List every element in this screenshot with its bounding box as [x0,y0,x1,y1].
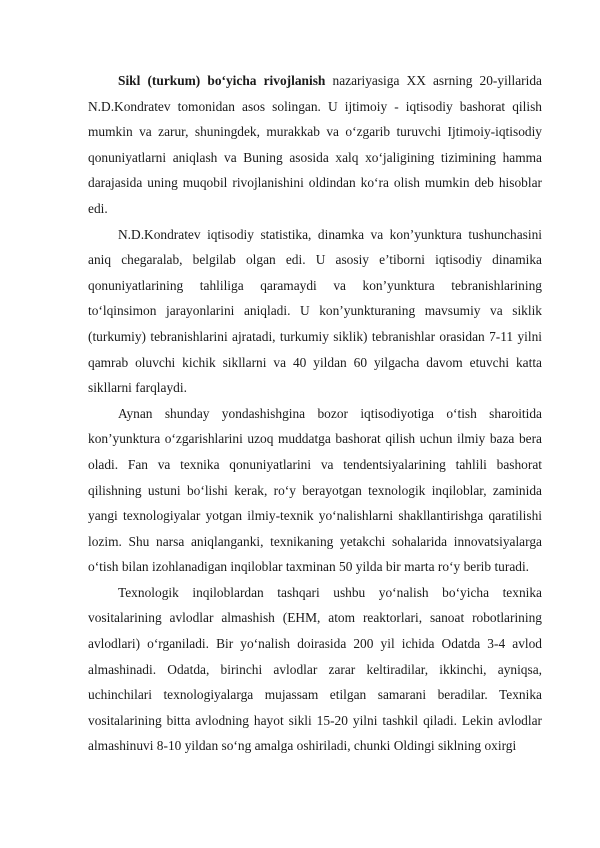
paragraph-1-text: nazariyasiga XX asrning 20-yillarida N.D.Kondratev tomonidan asos solingan. U ijtimoiy - iqtisodiy bashorat qilish mumkin va zarur, shuningdek, murakkab va o‘zgarib turuvchi Ijtimoiy-iqtisodiy qonuniyatlarni aniqlash va Buning asosida xalq xo‘jaligining tizimining hamma darajasida uning muqobil rivojlanishini oldindan ko‘ra olish mumkin deb hisoblar edi. [88,73,542,216]
paragraph-2: N.D.Kondratev iqtisodiy statistika, dinamka va kon’yunktura tushunchasini aniq chegaralab, belgilab olgan edi. U asosiy e’tiborni iqtisodiy dinamika qonuniyatlarining tahliliga qaramaydi va kon’yunktura tebranishlarining to‘lqinsimon jarayonlarini aniqladi. U kon’yunkturaning mavsumiy va siklik (turkumiy) tebranishlarini ajratadi, turkumiy siklik) tebranishlar orasidan 7-11 yilni qamrab oluvchi kichik sikllarni va 40 yildan 60 yilgacha davom etuvchi katta sikllarni farqlaydi. [88,226,542,396]
paragraph-3: Aynan shunday yondashishgina bozor iqtisodiyotiga o‘tish sharoitida kon’yunktura o‘zgarishlarini uzoq muddatga bashorat qilish uchun ilmiy baza bera oladi. Fan va texnika qonuniyatlarini va tendentsiyalarining tahlili bashorat qilishning ustuni bo‘lishi kerak, ro‘y berayotgan texnologik inqiloblar, zaminida yangi texnologiyalar yotgan ilmiy-texnik yo‘nalishlarni shakllantirishga qaratilishi lozim. Shu narsa aniqlanganki, texnikaning yetakchi sohalarida innovatsiyalarga o‘tish bilan izohlanadigan inqiloblar taxminan 50 yilda bir marta ro‘y berib turadi. [88,405,542,575]
paragraph-1-lead: Sikl (turkum) bo‘yicha rivojlanish [118,73,326,88]
paragraph-1 [88,68,542,222]
paragraph-4: Texnologik inqiloblardan tashqari ushbu yo‘nalish bo‘yicha texnika vositalarining avlodlar almashish (EHM, atom reaktorlari, sanoat robotlarining avlodlari) o‘rganiladi. Bir yo‘nalish doirasida 200 yil ichida Odatda 3-4 avlod almashinadi. Odatda, birinchi avlodlar zarar keltiradilar, ikkinchi, ayniqsa, uchinchilari texnologiyalarga mujassam etilgan samarani beradilar. Texnika vositalarining bitta avlodning hayot sikli 15-20 yilni tashkil qiladi. Lekin avlodlar almashinuvi 8-10 yildan so‘ng amalga oshiriladi, chunki Oldingi siklning oxirgi [88,584,542,754]
